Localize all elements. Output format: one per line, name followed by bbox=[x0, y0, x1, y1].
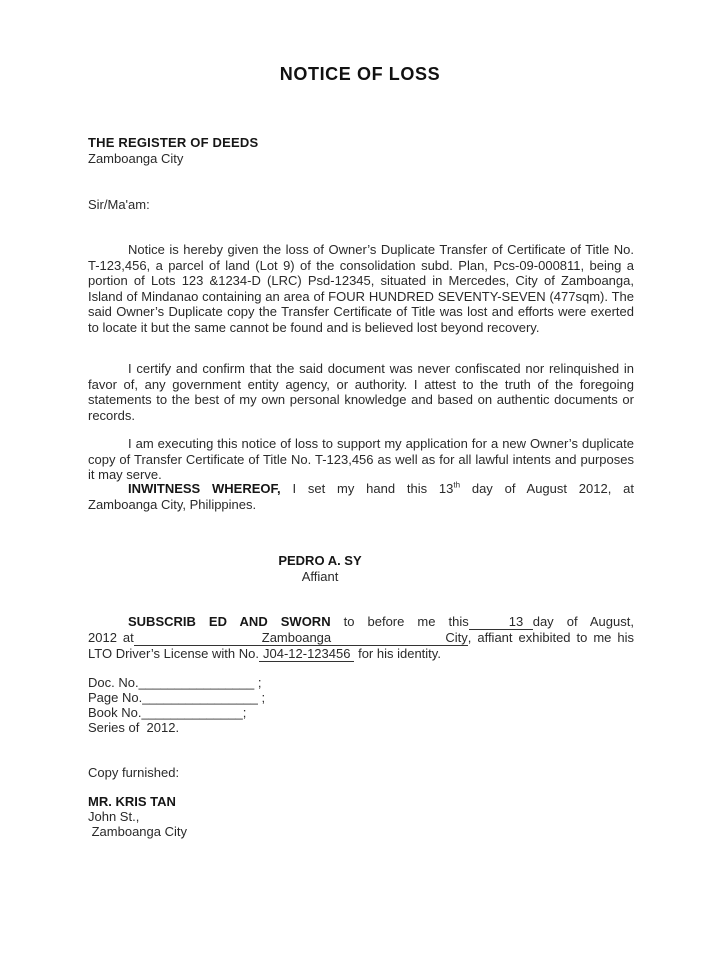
notarial-register-block bbox=[88, 675, 634, 735]
jurat-text-2: day of August, bbox=[532, 614, 634, 629]
addressee-block bbox=[88, 135, 634, 166]
paragraph-purpose: I am executing this notice of loss to support my application for a new Owner’s duplicate copy of Transfer Certificate of Title No. T-123,456 as well as for all lawful intents and purposes it may serve. bbox=[88, 436, 634, 482]
document-title: NOTICE OF LOSS bbox=[279, 64, 441, 84]
copy-furnished-recipient bbox=[88, 794, 634, 840]
witness-lead: INWITNESS WHEREOF, bbox=[128, 481, 281, 496]
jurat-text-6: for his identity. bbox=[354, 646, 441, 661]
copy-furnished-label: Copy furnished: bbox=[88, 765, 180, 780]
jurat-text-3: 2012 at bbox=[88, 630, 134, 645]
paragraph-notice-of-loss: Notice is hereby given the loss of Owner’s Duplicate Transfer of Certificate of Title No. T-123,456, a parcel of land (Lot 9) of the consolidation subd. Plan, Pcs-09-000811, being a portion of Lots 123 &1234-D (LRC) Psd-12345, situated in Mercedes, City of Zamboanga, Island of Mindanao containing an area of FOUR HUNDRED SEVENTY-SEVEN (477sqm). The said Owner’s Duplicate copy the Transfer Certificate of Title was lost and efforts were exerted to locate it but the same cannot be found and is believed lost beyond recovery. bbox=[88, 242, 634, 335]
book-no-line: Book No.______________; bbox=[88, 705, 247, 720]
recipient-address-line2: Zamboanga City bbox=[88, 824, 187, 840]
ordinal-suffix: th bbox=[453, 480, 461, 490]
jurat-text-5: LTO Driver’s License with No. bbox=[88, 646, 259, 661]
witness-text-after: day of August 2012, at bbox=[460, 481, 634, 496]
doc-no-line: Doc. No.________________ ; bbox=[88, 675, 262, 690]
jurat-block bbox=[88, 614, 634, 662]
jurat-line-1 bbox=[88, 614, 634, 630]
license-number: J04-12-123456 bbox=[259, 647, 354, 662]
jurat-line-3 bbox=[88, 646, 634, 662]
witness-line-2: Zamboanga City, Philippines. bbox=[88, 496, 257, 512]
jurat-text-1: to before me this bbox=[330, 614, 469, 629]
day-blank: 13 bbox=[469, 615, 533, 630]
jurat-lead: SUBSCRIB ED AND SWORN bbox=[128, 614, 331, 629]
paragraph-witness bbox=[88, 481, 634, 512]
signature-role: Affiant bbox=[301, 568, 339, 584]
witness-text: I set my hand this 13 bbox=[280, 481, 454, 496]
paragraph-certification: I certify and confirm that the said document was never confiscated nor relinquished in favor of, any government entity agency, or authority. I attest to the truth of the foregoing statements to the best of my own personal knowledge and based on authentic documents or records. bbox=[88, 361, 634, 423]
salutation: Sir/Ma'am: bbox=[88, 197, 150, 212]
jurat-text-4: , affiant exhibited to me his bbox=[467, 630, 634, 645]
addressee-city: Zamboanga City bbox=[88, 150, 184, 166]
recipient-name: MR. KRIS TAN bbox=[88, 794, 176, 809]
jurat-line-2 bbox=[88, 630, 634, 646]
place-blank: Zamboanga City bbox=[134, 631, 468, 646]
signature-block bbox=[88, 553, 552, 584]
witness-line-1 bbox=[88, 481, 634, 497]
addressee-name: THE REGISTER OF DEEDS bbox=[88, 135, 259, 150]
signature-name: PEDRO A. SY bbox=[278, 553, 362, 568]
recipient-address-line1: John St., bbox=[88, 809, 140, 825]
page-no-line: Page No.________________ ; bbox=[88, 690, 266, 705]
series-line: Series of 2012. bbox=[88, 720, 180, 735]
